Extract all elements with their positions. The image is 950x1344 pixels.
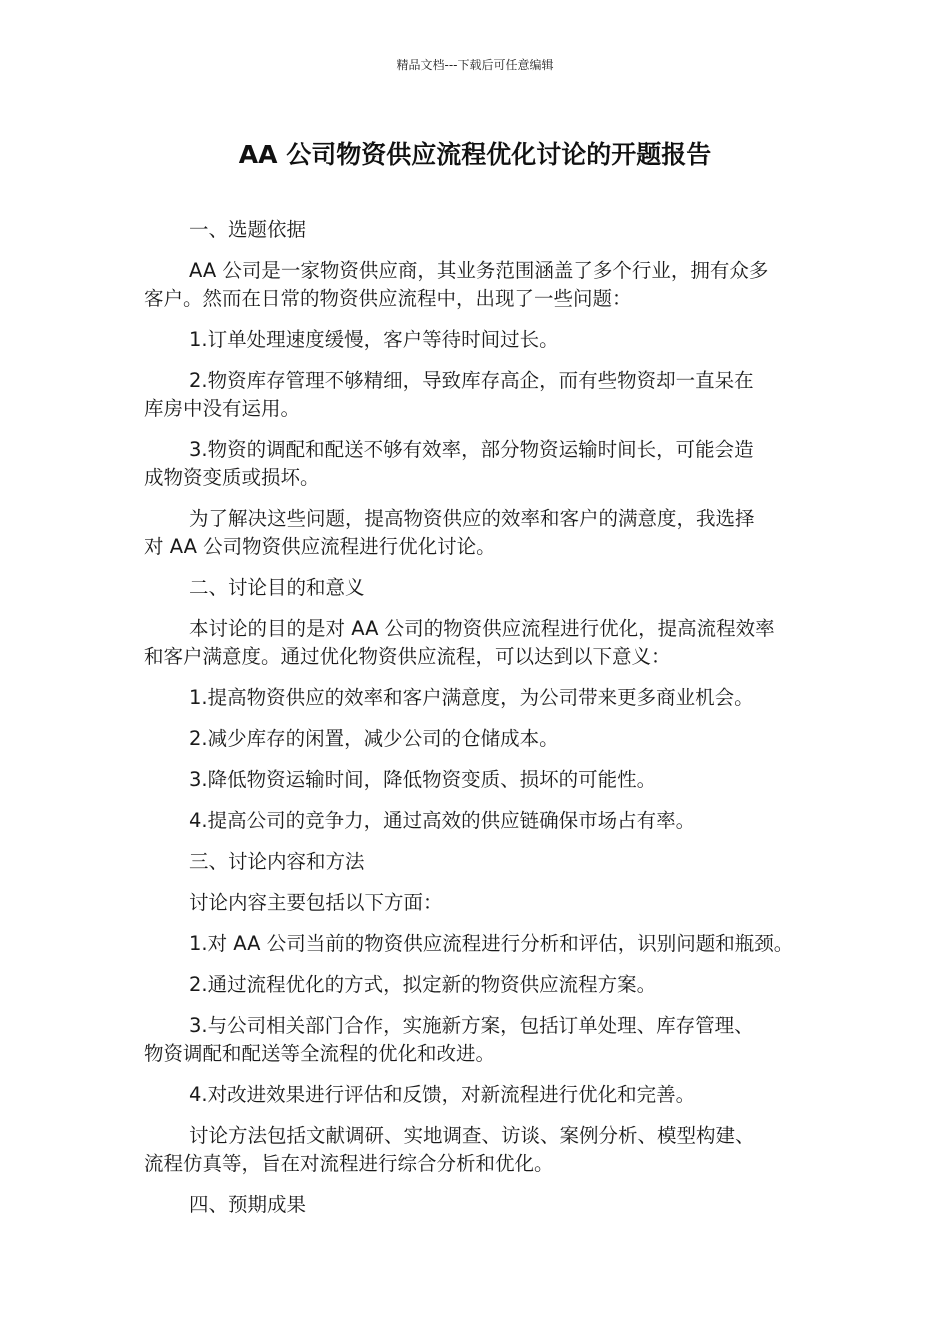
paragraph-line: 二、讨论目的和意义 (189, 576, 365, 599)
paragraph-gap (144, 313, 816, 326)
paragraph (144, 807, 816, 835)
paragraph (144, 1012, 816, 1068)
paragraph-gap (144, 671, 816, 684)
paragraph (144, 574, 816, 602)
paragraph (144, 367, 816, 423)
paragraph (144, 684, 816, 712)
paragraph-line: 2.通过流程优化的方式，拟定新的物资供应流程方案。 (189, 973, 657, 996)
paragraph-line: 1.对 AA 公司当前的物资供应流程进行分析和评估，识别问题和瓶颈。 (189, 932, 794, 955)
paragraph-line: 2.减少库存的闲置，减少公司的仓储成本。 (189, 727, 559, 750)
paragraph (144, 216, 816, 244)
paragraph (144, 889, 816, 917)
paragraph-line: 2.物资库存管理不够精细，导致库存高企，而有些物资却一直呆在 (189, 369, 754, 392)
paragraph (144, 257, 816, 313)
paragraph-line: 3.物资的调配和配送不够有效率，部分物资运输时间长，可能会造 (189, 438, 754, 461)
paragraph (144, 505, 816, 561)
paragraph-gap (144, 561, 816, 574)
paragraph (144, 326, 816, 354)
paragraph-continuation-line: 成物资变质或损坏。 (144, 466, 320, 489)
paragraph-continuation-line: 库房中没有运用。 (144, 397, 301, 420)
paragraph-gap (144, 423, 816, 436)
paragraph-gap (144, 602, 816, 615)
document-title: AA 公司物资供应流程优化讨论的开题报告 (238, 140, 712, 169)
paragraph-line: 1.提高物资供应的效率和客户满意度，为公司带来更多商业机会。 (189, 686, 754, 709)
paragraph-gap (144, 876, 816, 889)
paragraph-gap (144, 1178, 816, 1191)
paragraph-continuation-line: 和客户满意度。通过优化物资供应流程，可以达到以下意义： (144, 645, 671, 668)
paragraph-gap (144, 999, 816, 1012)
paragraph-gap (144, 753, 816, 766)
paragraph-gap (144, 1068, 816, 1081)
paragraph-line: AA 公司是一家物资供应商，其业务范围涵盖了多个行业，拥有众多 (189, 259, 769, 282)
page-header: 精品文档---下载后可任意编辑 (396, 58, 554, 72)
paragraph-continuation-line: 客户。然而在日常的物资供应流程中，出现了一些问题： (144, 287, 632, 310)
paragraph-gap (144, 835, 816, 848)
paragraph (144, 436, 816, 492)
paragraph-gap (144, 917, 816, 930)
paragraph-line: 三、讨论内容和方法 (189, 850, 365, 873)
paragraph-continuation-line: 物资调配和配送等全流程的优化和改进。 (144, 1042, 496, 1065)
paragraph (144, 766, 816, 794)
paragraph-gap (144, 794, 816, 807)
paragraph-gap (144, 958, 816, 971)
paragraph-continuation-line: 对 AA 公司物资供应流程进行优化讨论。 (144, 535, 496, 558)
paragraph (144, 1081, 816, 1109)
paragraph (144, 1122, 816, 1178)
paragraph-line: 3.降低物资运输时间，降低物资变质、损坏的可能性。 (189, 768, 657, 791)
paragraph (144, 1191, 816, 1219)
paragraph-line: 4.对改进效果进行评估和反馈，对新流程进行优化和完善。 (189, 1083, 696, 1106)
paragraph-gap (144, 1109, 816, 1122)
paragraph (144, 848, 816, 876)
paragraph-line: 一、选题依据 (189, 218, 307, 241)
paragraph-line: 讨论方法包括文献调研、实地调查、访谈、案例分析、模型构建、 (189, 1124, 755, 1147)
paragraph-line: 本讨论的目的是对 AA 公司的物资供应流程进行优化，提高流程效率 (189, 617, 775, 640)
paragraph-gap (144, 244, 816, 257)
paragraph (144, 725, 816, 753)
paragraph-line: 为了解决这些问题，提高物资供应的效率和客户的满意度，我选择 (189, 507, 755, 530)
paragraph-continuation-line: 流程仿真等，旨在对流程进行综合分析和优化。 (144, 1152, 554, 1175)
paragraph (144, 615, 816, 671)
paragraph-gap (144, 712, 816, 725)
paragraph-line: 3.与公司相关部门合作，实施新方案，包括订单处理、库存管理、 (189, 1014, 754, 1037)
paragraph (144, 930, 816, 958)
paragraph-line: 四、预期成果 (189, 1193, 307, 1216)
paragraph-line: 4.提高公司的竞争力，通过高效的供应链确保市场占有率。 (189, 809, 696, 832)
paragraph-gap (144, 354, 816, 367)
paragraph-line: 1.订单处理速度缓慢，客户等待时间过长。 (189, 328, 559, 351)
document-body (144, 216, 816, 1219)
paragraph (144, 971, 816, 999)
paragraph-line: 讨论内容主要包括以下方面： (189, 891, 443, 914)
paragraph-gap (144, 492, 816, 505)
